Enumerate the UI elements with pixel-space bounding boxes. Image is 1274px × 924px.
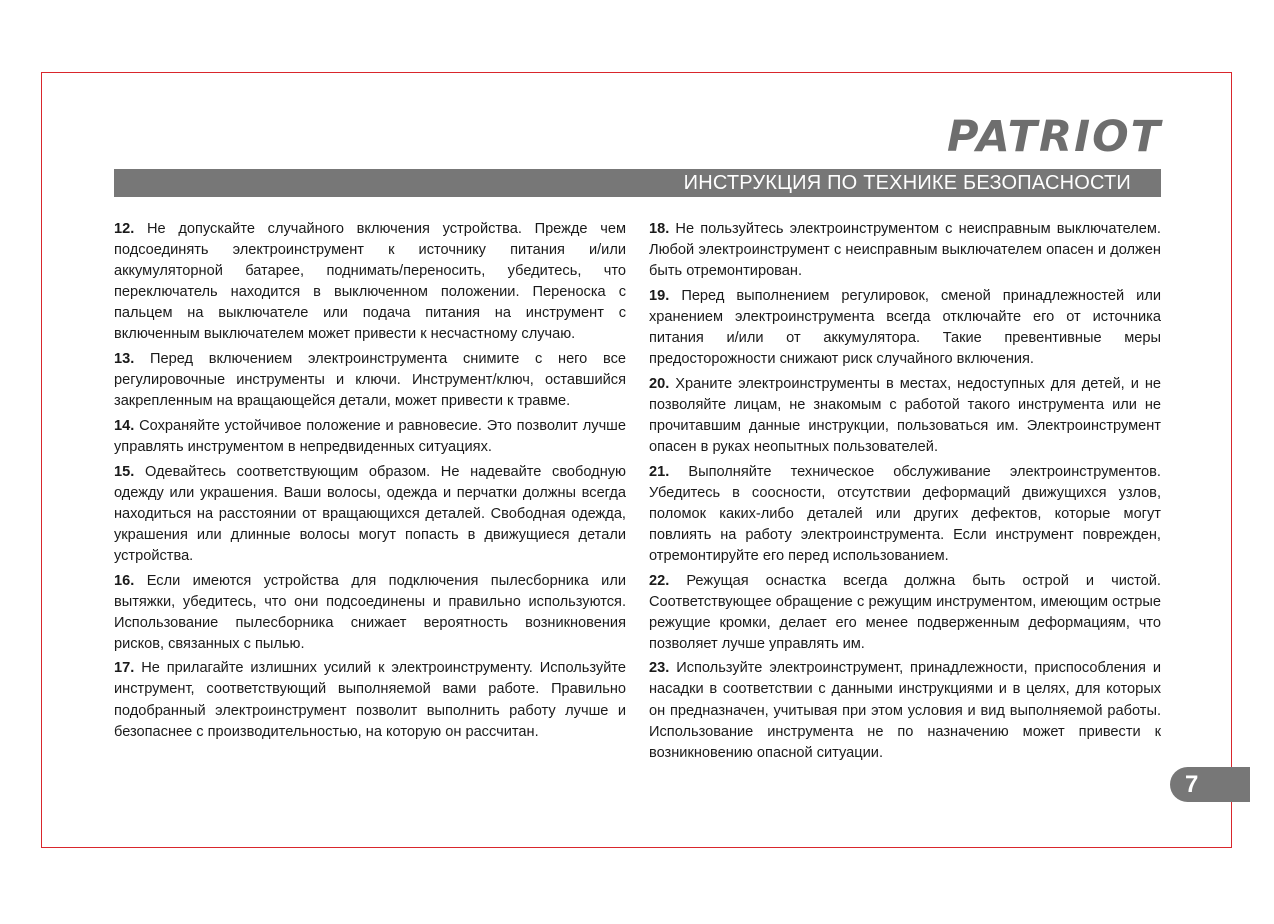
page-number: 7 xyxy=(1185,771,1199,798)
item-number: 22. xyxy=(649,572,670,589)
section-title: ИНСТРУКЦИЯ ПО ТЕХНИКЕ БЕЗОПАСНОСТИ xyxy=(683,172,1131,194)
item-text: Не прилагайте излишних усилий к электроинструменту. Используйте инструмент, соответствующий выполняемой вами работе. Правильно подобранный электроинструмент позволит выполнить работу лучше и безопаснее с производительностью, на которую он рассчитан. xyxy=(114,660,626,740)
item-text: Одевайтесь соответствующим образом. Не надевайте свободную одежду или украшения. Ваши волосы, одежда и перчатки должны всегда находиться на расстоянии от вращающихся деталей. Свободная одежда, украшения или длинные волосы могут попасть в движущиеся детали устройства. xyxy=(114,463,626,564)
item-number: 23. xyxy=(649,660,670,677)
safety-item-15 xyxy=(114,462,626,567)
item-text: Используйте электроинструмент, принадлежности, приспособления и насадки в соответствии с данными инструкциями и в целях, для которых он предназначен, учитывая при этом условия и вид выполняемой работы. Использование инструмента не по назначению может привести к возникновению опасной ситуации. xyxy=(649,660,1161,761)
item-text: Перед выполнением регулировок, сменой принадлежностей или хранением электроинструмента всегда отключайте его от источника питания и/или от аккумулятора. Такие превентивные меры предосторожности снижают риск случайного включения. xyxy=(649,287,1161,368)
safety-item-20 xyxy=(649,374,1161,458)
item-number: 13. xyxy=(114,351,135,368)
right-column xyxy=(649,219,1161,767)
item-text: Сохраняйте устойчивое положение и равновесие. Это позволит лучше управлять инструментом в непредвиденных ситуациях. xyxy=(114,417,626,455)
safety-item-18 xyxy=(649,219,1161,282)
safety-item-12 xyxy=(114,219,626,346)
item-number: 15. xyxy=(114,463,135,480)
section-header-bar xyxy=(114,169,1161,197)
item-number: 12. xyxy=(114,221,135,237)
left-column xyxy=(114,219,626,746)
item-text: Не допускайте случайного включения устройства. Прежде чем подсоединять электроинструмент к источнику питания и/или аккумуляторной батарее, поднимать/переносить, убедитесь, что переключатель находится в выключенном положении. Переноска с пальцем на выключателе или подача питания на инструмент с включенным выключателем может привести к несчастному случаю. xyxy=(114,221,626,343)
safety-item-19 xyxy=(649,286,1161,370)
item-number: 19. xyxy=(649,287,670,304)
item-text: Если имеются устройства для подключения пылесборника или вытяжки, убедитесь, что они подсоединены и правильно используются. Использование пылесборника снижает вероятность возникновения рисков, связанных с пылью. xyxy=(114,572,626,652)
safety-item-22 xyxy=(649,571,1161,655)
item-text: Выполняйте техническое обслуживание электроинструментов. Убедитесь в соосности, отсутствии деформаций движущихся узлов, поломок каких-либо деталей или других дефектов, которые могут повлиять на работу электроинструмента. Если инструмент поврежден, отремонтируйте его перед использованием. xyxy=(649,463,1161,564)
item-number: 17. xyxy=(114,660,135,677)
item-text: Перед включением электроинструмента снимите с него все регулировочные инструменты и ключи. Инструмент/ключ, оставшийся закрепленным на вращающейся детали, может привести к травме. xyxy=(114,351,626,410)
patriot-logo: PATRIOT xyxy=(946,112,1162,162)
item-number: 21. xyxy=(649,463,670,480)
item-number: 14. xyxy=(114,417,135,434)
item-text: Не пользуйтесь электроинструментом с неисправным выключателем. Любой электроинструмент с неисправным выключателем опасен и должен быть отремонтирован. xyxy=(649,221,1161,280)
item-number: 16. xyxy=(114,572,135,589)
safety-item-14 xyxy=(114,416,626,458)
item-text: Храните электроинструменты в местах, недоступных для детей, и не позволяйте лицам, не знакомым с работой такого инструмента или не прочитавшим данные инструкции, пользоваться им. Электроинструмент опасен в руках неопытных пользователей. xyxy=(649,375,1162,455)
page-number-tab xyxy=(1170,767,1250,802)
item-text: Режущая оснастка всегда должна быть острой и чистой. Соответствующее обращение с режущим инструментом, имеющим острые режущие кромки, делает его менее подверженным деформациям, что позволяет лучше управлять им. xyxy=(649,572,1161,652)
safety-item-17 xyxy=(114,658,626,742)
safety-item-16 xyxy=(114,571,626,655)
safety-item-13 xyxy=(114,349,626,412)
item-number: 18. xyxy=(649,221,670,237)
safety-item-21 xyxy=(649,462,1161,567)
safety-item-23 xyxy=(649,658,1161,763)
item-number: 20. xyxy=(649,375,670,392)
